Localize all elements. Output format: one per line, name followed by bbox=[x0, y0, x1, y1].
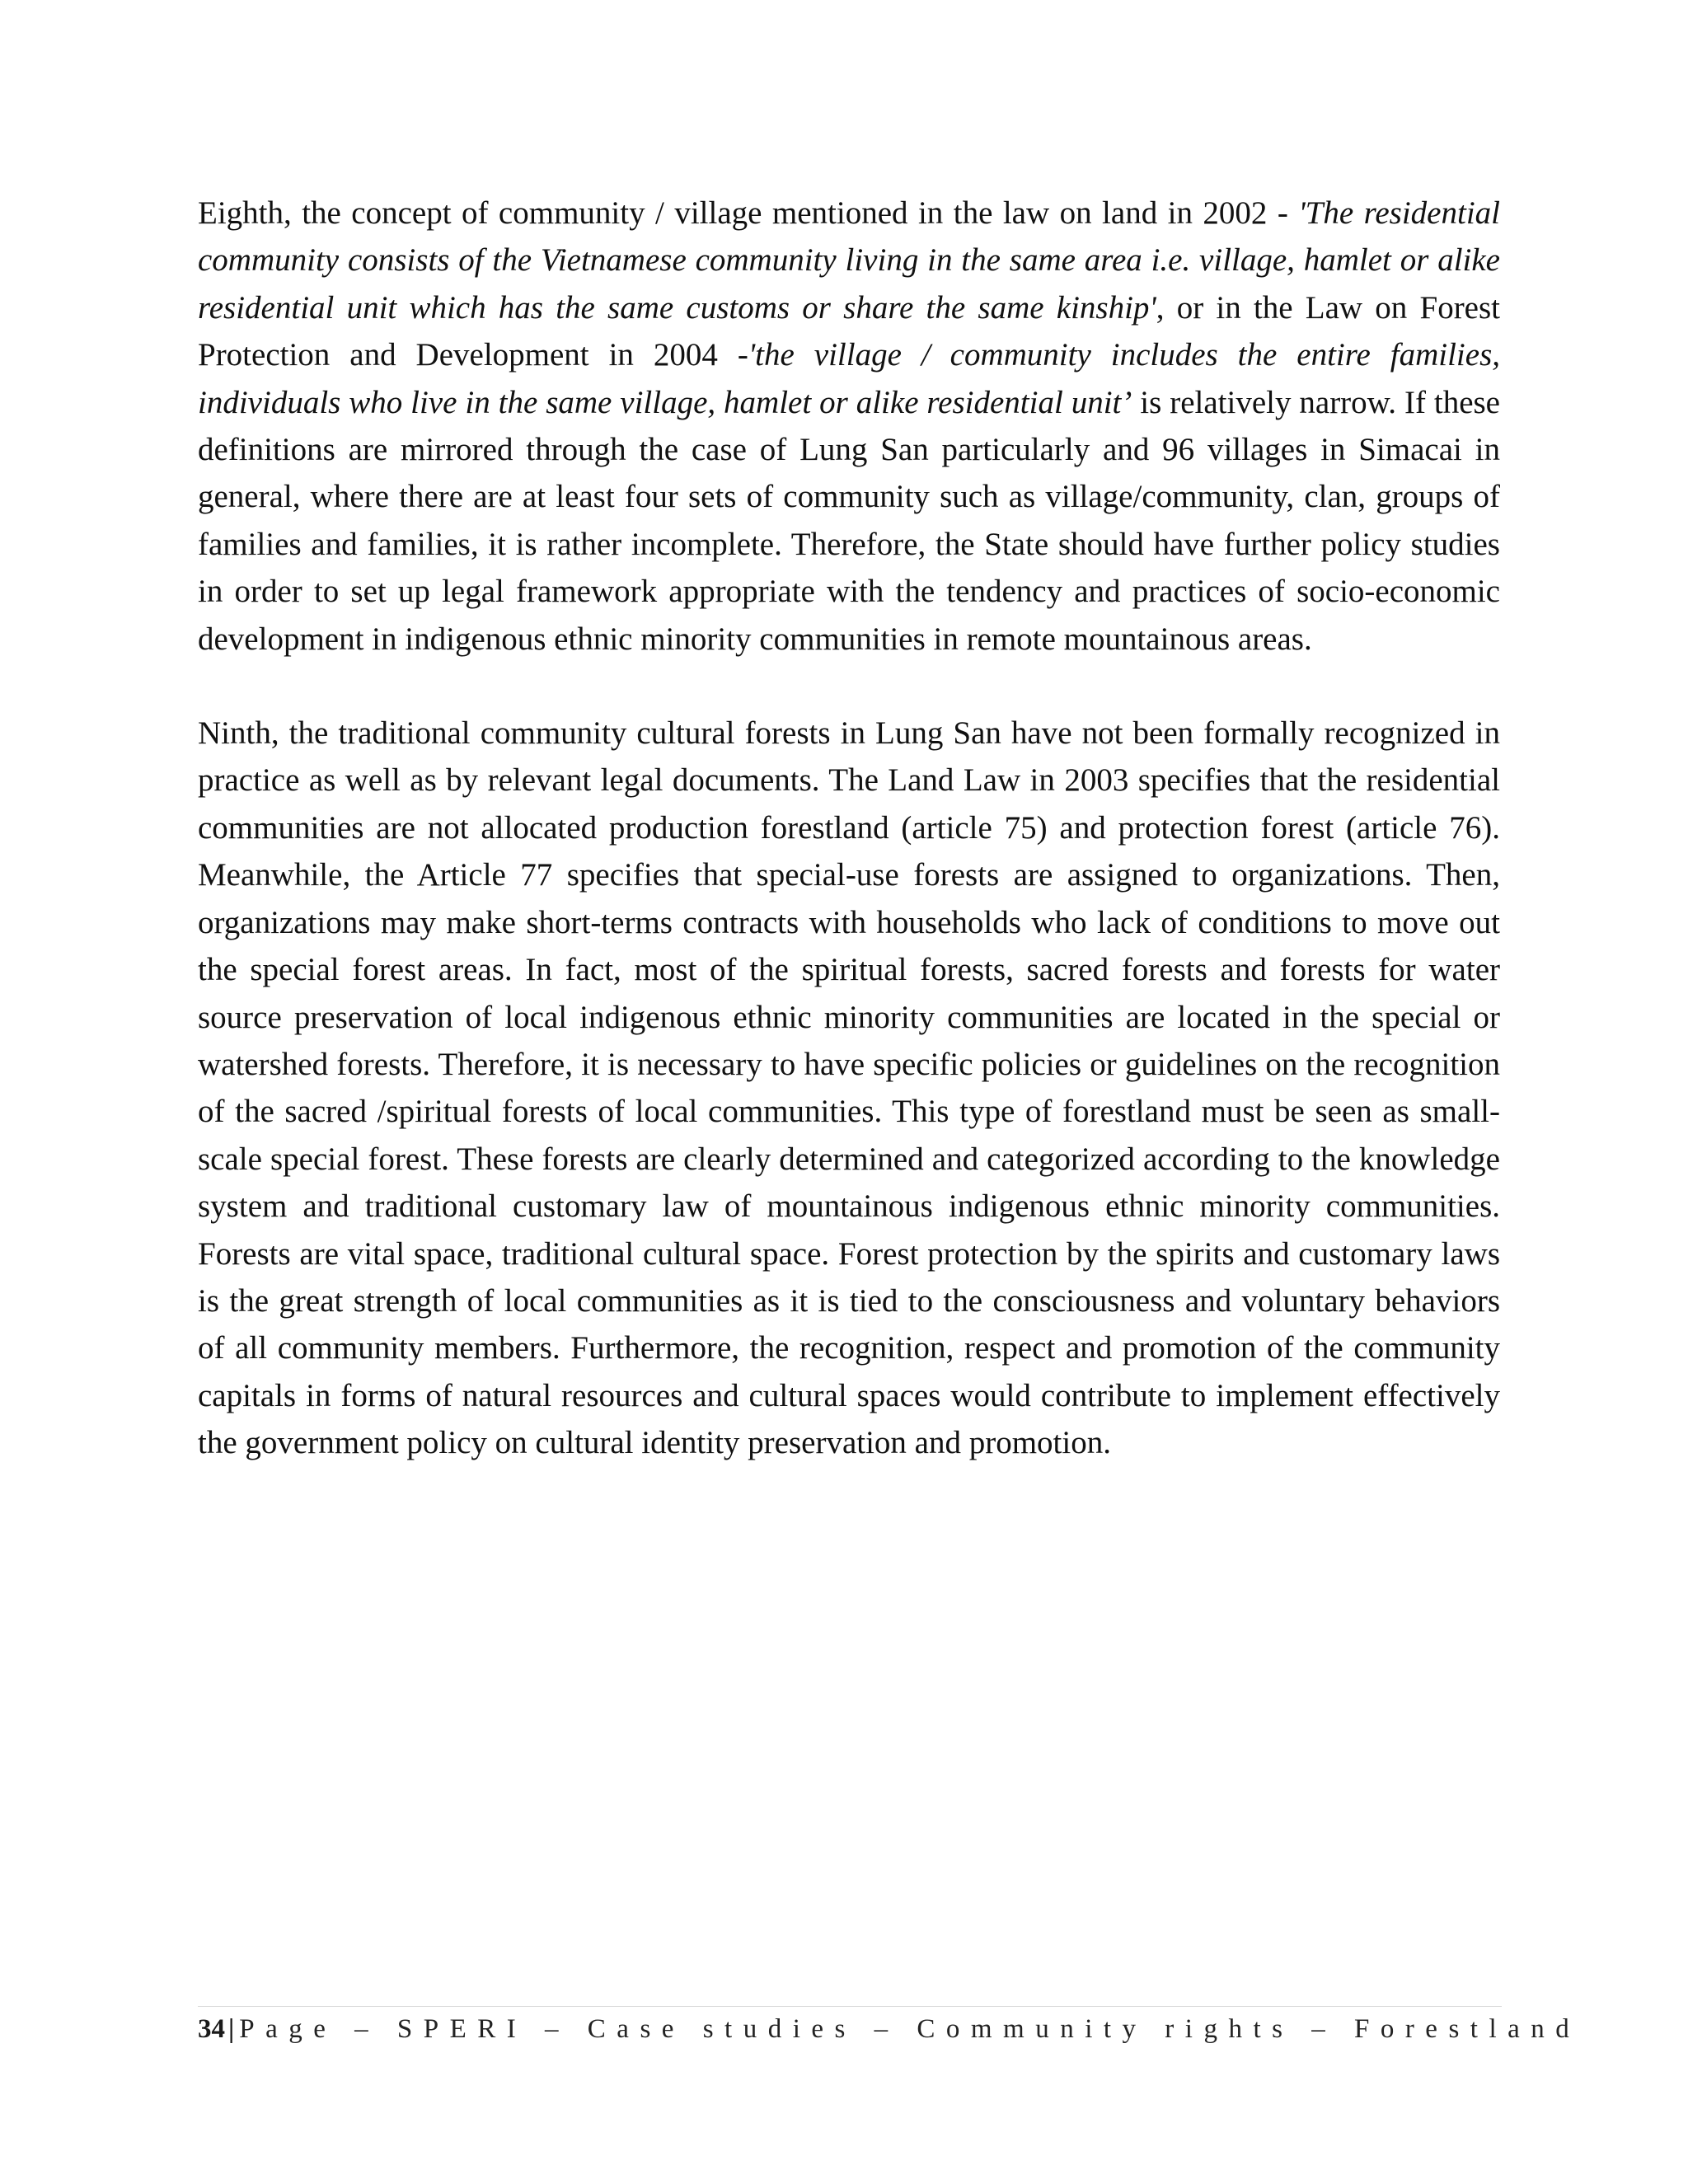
paragraph-eighth bbox=[198, 190, 1500, 663]
text-segment: Eighth, the concept of community / village mentioned in the law on land in 2002 - bbox=[198, 195, 1299, 231]
page-footer bbox=[198, 2011, 1581, 2047]
footer-separator: | bbox=[228, 2014, 235, 2044]
text-segment: , or in the Law on Forest Protection and Development in 2004 - bbox=[198, 289, 1500, 373]
running-footer-text: Page – SPERI – Case studies – Community rights – Forestland bbox=[239, 2014, 1581, 2044]
text-segment: Ninth, the traditional community cultural forests in Lung San have not been formally recognized in practice as well as by relevant legal documents. The Land Law in 2003 specifies that the residential communities are not allocated production forestland (article 75) and protection forest (article 76). Meanwhile, the Article 77 specifies that special-use forests are assigned to organizations. Then, organizations may make short-terms contracts with households who lack of conditions to move out the special forest areas. In fact, most of the spiritual forests, sacred forests and forests for water source preservation of local indigenous ethnic minority communities are located in the special or watershed forests. Therefore, it is necessary to have specific policies or guidelines on the recognition of the sacred /spiritual forests of local communities. This type of forestland must be seen as small-scale special forest. These forests are clearly determined and categorized according to the knowledge system and traditional customary law of mountainous indigenous ethnic minority communities. Forests are vital space, traditional cultural space. Forest protection by the spirits and customary laws is the great strength of local communities as it is tied to the consciousness and voluntary behaviors of all community members. Furthermore, the recognition, respect and promotion of the community capitals in forms of natural resources and cultural spaces would contribute to implement effectively the government policy on cultural identity preservation and promotion. bbox=[198, 715, 1500, 1461]
text-segment: is relatively narrow. If these definitions are mirrored through the case of Lung San particularly and 96 villages in Simacai in general, where there are at least four sets of community such as village/community, clan, groups of families and families, it is rather incomplete. Therefore, the State should have further policy studies in order to set up legal framework appropriate with the tendency and practices of socio-economic development in indigenous ethnic minority communities in remote mountainous areas. bbox=[198, 384, 1500, 657]
page-number: 34 bbox=[198, 2014, 225, 2044]
quote-land-law-2002: 'The residential community consists of the Vietnamese community living in the same area i.e. village, hamlet or alike residential unit which has the same customs or share the same kinship' bbox=[198, 195, 1500, 326]
quote-forest-law-2004: 'the village / community includes the entire families, individuals who live in the same village, hamlet or alike residential unit’ bbox=[198, 337, 1500, 420]
paragraph-ninth bbox=[198, 710, 1500, 1467]
body-text bbox=[198, 190, 1500, 1514]
footer-divider bbox=[198, 2006, 1502, 2007]
